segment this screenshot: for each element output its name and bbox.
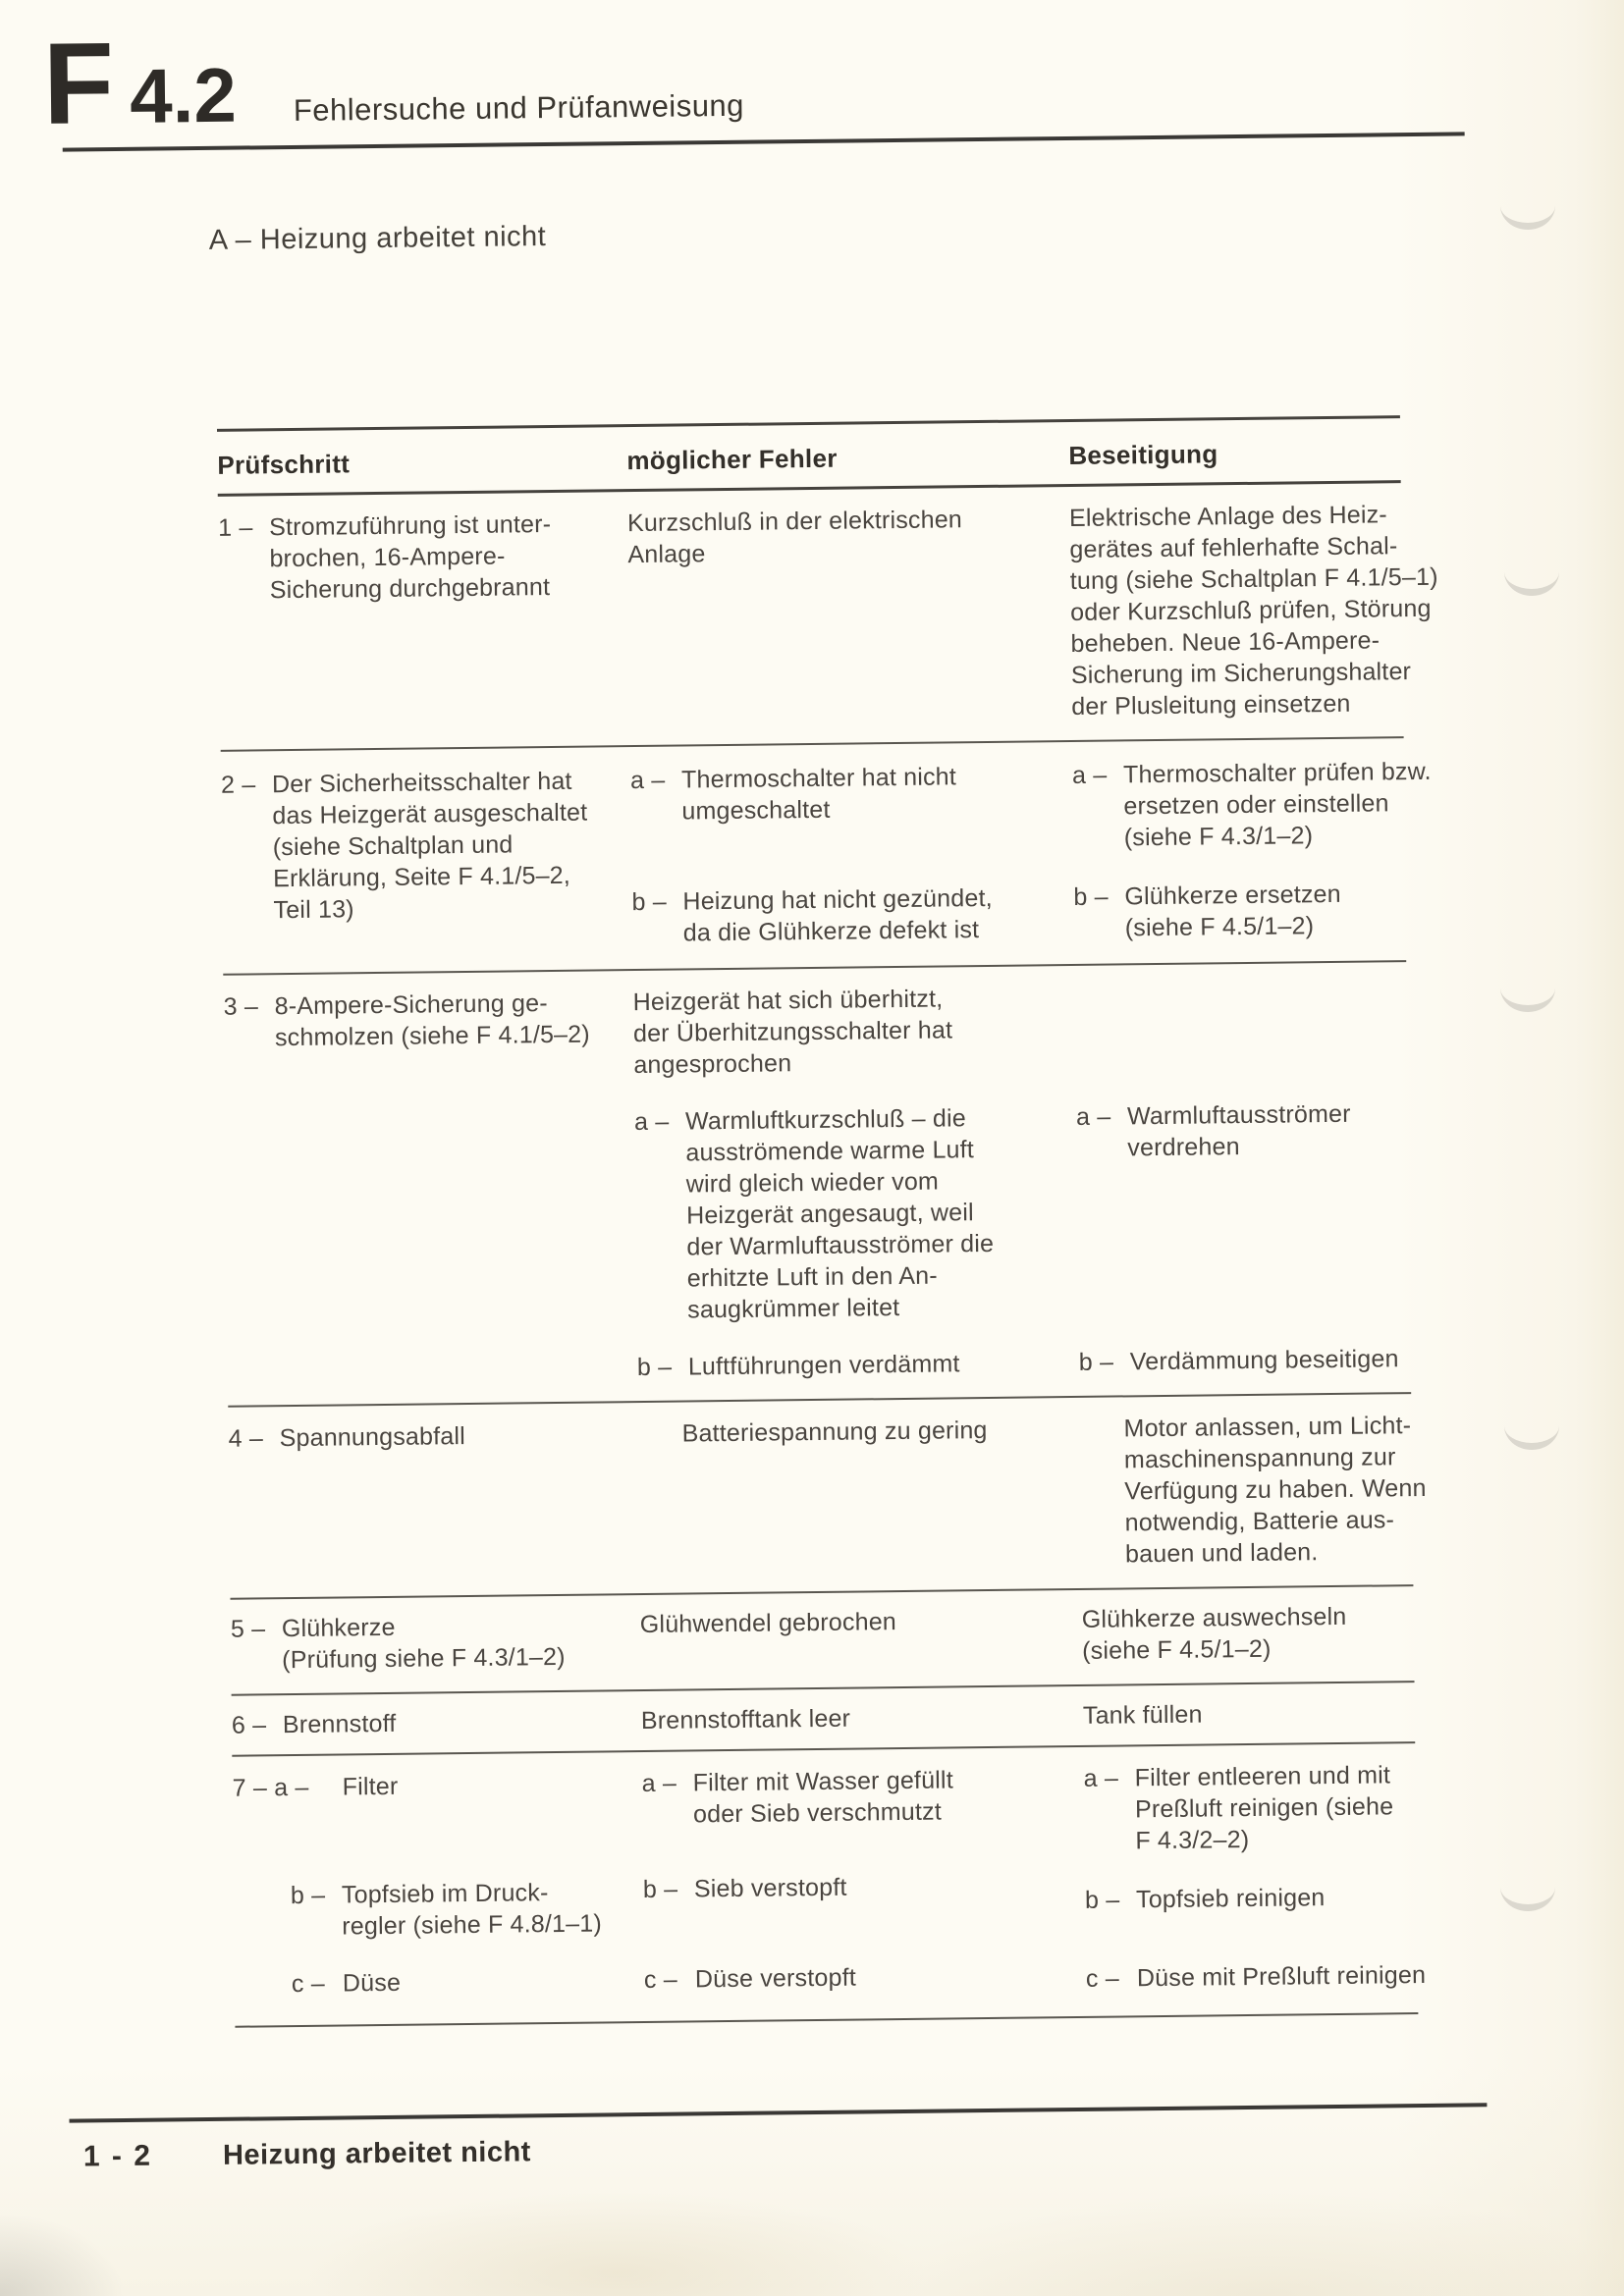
item-text: Düse verstopft bbox=[694, 1963, 857, 1994]
item-text: Brennstoff bbox=[282, 1709, 397, 1739]
item-text: Motor anlassen, um Licht- maschinenspannung zur Verfügung zu haben. Wenn notwendig, Batterie aus- bauen und laden. bbox=[1123, 1412, 1427, 1569]
column-header-pruefschritt: Prüfschritt bbox=[217, 449, 351, 480]
item-text: Stromzuführung ist unter- brochen, 16-Ampere- Sicherung durchgebrannt bbox=[268, 509, 552, 605]
cell-remedy bbox=[1033, 1599, 1469, 1667]
page-curl-mark bbox=[1504, 1402, 1559, 1450]
item-text: Der Sicherheitsschalter hat das Heizgerät ausgeschaltet (siehe Schaltplan und Erklärung, Seite F 4.1/5–2, Teil 13) bbox=[271, 767, 588, 925]
item-text: Verdämmung beseitigen bbox=[1129, 1345, 1399, 1376]
item-text: Sieb verstopft bbox=[693, 1873, 847, 1903]
item-label: 5 – bbox=[230, 1615, 273, 1643]
item-text: Filter entleeren und mit Preßluft reinigen (siehe F 4.3/2–2) bbox=[1134, 1761, 1394, 1855]
cell-remedy bbox=[1025, 978, 1465, 1379]
column-header-moeglicher-fehler: möglicher Fehler bbox=[626, 443, 838, 476]
item-text: Warmluftausströmer verdrehen bbox=[1126, 1099, 1351, 1162]
item-text: Heizgerät hat sich überhitzt, der Überhitzungsschalter hat angesprochen bbox=[632, 985, 953, 1080]
item-label: b – bbox=[1078, 1348, 1121, 1376]
cell-step bbox=[228, 1418, 639, 1580]
cell-remedy bbox=[1020, 499, 1458, 723]
cell-fault bbox=[640, 1604, 1034, 1672]
page-curl-mark bbox=[1500, 182, 1555, 230]
section-code-number: 4.2 bbox=[129, 51, 238, 139]
item-label: b – bbox=[1084, 1886, 1127, 1914]
item-label: a – bbox=[633, 1107, 677, 1137]
item-text: Topfsieb reinigen bbox=[1135, 1884, 1326, 1914]
item-text: Tank füllen bbox=[1082, 1700, 1203, 1730]
item-label: b – bbox=[636, 1353, 679, 1382]
item-label: b – bbox=[642, 1875, 685, 1904]
item-text: Brennstofftank leer bbox=[640, 1704, 851, 1735]
item-text: Düse bbox=[342, 1968, 402, 1998]
footer-title: Heizung arbeitet nicht bbox=[222, 2136, 532, 2171]
item-label: a – bbox=[629, 766, 673, 795]
item-text: Batteriespannung zu gering bbox=[681, 1416, 988, 1448]
item-label: a – bbox=[641, 1769, 684, 1798]
column-header-beseitigung: Beseitigung bbox=[1068, 439, 1218, 470]
item-text: Luftführungen verdämmt bbox=[687, 1350, 960, 1381]
page-curl-mark bbox=[1504, 548, 1559, 596]
item-label: c – bbox=[643, 1965, 685, 1995]
item-label: a – bbox=[1083, 1764, 1126, 1792]
footer bbox=[83, 2135, 531, 2173]
item-text: Topfsieb im Druck- regler (siehe F 4.8/1–1) bbox=[341, 1879, 603, 1941]
table-row bbox=[223, 962, 1465, 1408]
cell-remedy bbox=[1034, 1695, 1469, 1732]
table-row bbox=[231, 1585, 1469, 1695]
cell-step bbox=[231, 1609, 641, 1677]
item-label: 2 – bbox=[220, 771, 263, 799]
item-text: Glühwendel gebrochen bbox=[639, 1608, 897, 1639]
item-text: Filter mit Wasser gefüllt oder Sieb verschmutzt bbox=[692, 1766, 954, 1829]
item-label: c – bbox=[291, 1969, 333, 1999]
item-text: Glühkerze ersetzen (siehe F 4.5/1–2) bbox=[1124, 880, 1341, 942]
item-label: c – bbox=[1085, 1964, 1127, 1993]
cell-remedy bbox=[1030, 1409, 1467, 1571]
footer-page-number: 1 - 2 bbox=[82, 2139, 153, 2173]
section-heading: A – Heizung arbeitet nicht bbox=[208, 221, 547, 256]
table-row bbox=[221, 738, 1461, 976]
item-text: Kurzschluß in der elektrischen Anlage bbox=[626, 506, 963, 569]
table-row bbox=[228, 1393, 1467, 1599]
item-text: Warmluftkurzschluß – die ausströmende warme Luft wird gleich wieder vom Heizgerät angesaugt, weil der Warmluftausströmer die erhitzte Luft in den An- saugkrümmer leitet bbox=[684, 1104, 995, 1324]
cell-fault bbox=[641, 1700, 1034, 1736]
cell-step bbox=[233, 1768, 645, 2004]
item-text: Thermoschalter hat nicht umgeschaltet bbox=[680, 763, 957, 826]
item-text: Spannungsabfall bbox=[279, 1422, 466, 1453]
cell-fault bbox=[627, 504, 1023, 728]
item-label: b – bbox=[631, 887, 675, 917]
page-curl-mark bbox=[1500, 964, 1555, 1012]
footer-rule bbox=[69, 2103, 1487, 2122]
page-curl-mark bbox=[1500, 1863, 1555, 1911]
table-row bbox=[218, 483, 1458, 752]
item-label: 3 – bbox=[223, 992, 266, 1021]
item-text: Thermoschalter prüfen bzw. ersetzen oder einstellen (siehe F 4.3/1–2) bbox=[1122, 757, 1432, 852]
table-row bbox=[232, 1742, 1472, 2027]
item-label: 7 – a – bbox=[232, 1773, 316, 1802]
cell-fault bbox=[632, 983, 1030, 1384]
document-title: Fehlersuche und Prüfanweisung bbox=[293, 87, 745, 128]
cell-fault bbox=[637, 1415, 1032, 1576]
item-label: 6 – bbox=[231, 1711, 274, 1739]
section-code-letter: F bbox=[42, 18, 117, 149]
cell-step bbox=[223, 987, 637, 1388]
item-text: Glühkerze auswechseln (siehe F 4.5/1–2) bbox=[1081, 1602, 1347, 1665]
troubleshooting-table bbox=[217, 415, 1472, 2028]
cell-remedy bbox=[1023, 756, 1460, 945]
cell-remedy bbox=[1034, 1758, 1472, 1995]
cell-fault bbox=[641, 1763, 1037, 2000]
item-label: a – bbox=[1071, 761, 1114, 789]
item-text: Glühkerze (Prüfung siehe F 4.3/1–2) bbox=[281, 1613, 566, 1675]
item-label: 4 – bbox=[228, 1424, 271, 1453]
cell-step bbox=[232, 1705, 641, 1741]
cell-step bbox=[221, 765, 632, 954]
item-label: 1 – bbox=[217, 513, 260, 542]
item-text: Filter bbox=[342, 1772, 399, 1801]
cell-fault bbox=[630, 761, 1025, 950]
cell-step bbox=[218, 507, 630, 732]
masthead bbox=[42, 18, 745, 149]
item-label: b – bbox=[290, 1881, 333, 1910]
item-label: a – bbox=[1075, 1102, 1118, 1131]
item-text: Düse mit Preßluft reinigen bbox=[1136, 1960, 1427, 1993]
item-text: Elektrische Anlage des Heiz- gerätes auf fehlerhafte Schal- tung (siehe Schaltplan F 4.1/5–1) oder Kurzschluß prüfen, Störung beheben. Neue 16-Ampere- Sicherung im Sicherungshalter der Plusleitung einsetzen bbox=[1068, 501, 1438, 721]
item-text: 8-Ampere-Sicherung ge- schmolzen (siehe F 4.1/5–2) bbox=[274, 989, 590, 1052]
item-text: Heizung hat nicht gezündet, da die Glühkerze defekt ist bbox=[682, 883, 993, 947]
item-label: b – bbox=[1073, 882, 1116, 911]
